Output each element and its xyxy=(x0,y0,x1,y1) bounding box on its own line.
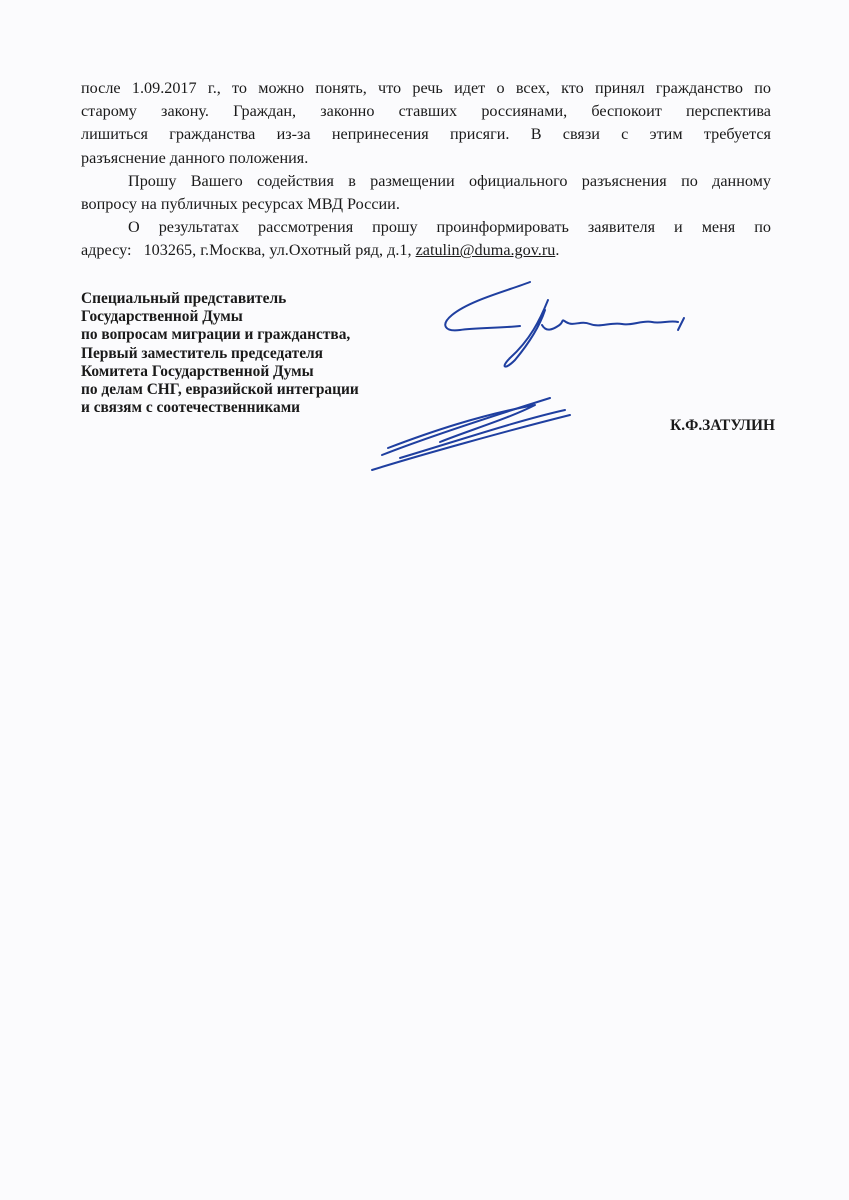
paragraph-line: разъяснение данного положения. xyxy=(81,148,309,167)
paragraph-line: Прошу Вашего содействия в размещении официального разъяснения по данному xyxy=(128,171,771,190)
paragraph-line: вопросу на публичных ресурсах МВД России. xyxy=(81,195,400,214)
address-line xyxy=(81,239,771,262)
paragraph-line: лишиться гражданства из-за непринесения присяги. В связи с этим требуется xyxy=(81,125,771,144)
address-period: . xyxy=(555,241,560,260)
title-line: Первый заместитель председателя xyxy=(81,344,323,362)
address-text: адресу: 103265, г.Москва, ул.Охотный ряд, д.1, xyxy=(81,241,416,260)
title-line: Комитета Государственной Думы xyxy=(81,362,314,380)
letter-body xyxy=(81,77,771,263)
email-link[interactable]: zatulin@duma.gov.ru xyxy=(415,241,556,260)
title-line: по вопросам миграции и гражданства, xyxy=(81,326,351,344)
handwritten-signature xyxy=(360,270,740,490)
title-line: и связям с соотечественниками xyxy=(81,399,301,417)
title-line: Специальный представитель xyxy=(81,290,287,307)
signatory-title xyxy=(81,290,359,417)
paragraph-line: О результатах рассмотрения прошу проинформировать заявителя и меня по xyxy=(128,218,771,237)
signatory-name: К.Ф.ЗАТУЛИН xyxy=(670,417,775,434)
title-line: по делам СНГ, евразийской интеграции xyxy=(81,381,359,399)
title-line: Государственной Думы xyxy=(81,308,243,326)
paragraph-line: старому закону. Граждан, законно ставших россиянами, беспокоит перспектива xyxy=(81,102,771,121)
paragraph-line: после 1.09.2017 г., то можно понять, что речь идет о всех, кто принял гражданство по xyxy=(81,79,771,97)
